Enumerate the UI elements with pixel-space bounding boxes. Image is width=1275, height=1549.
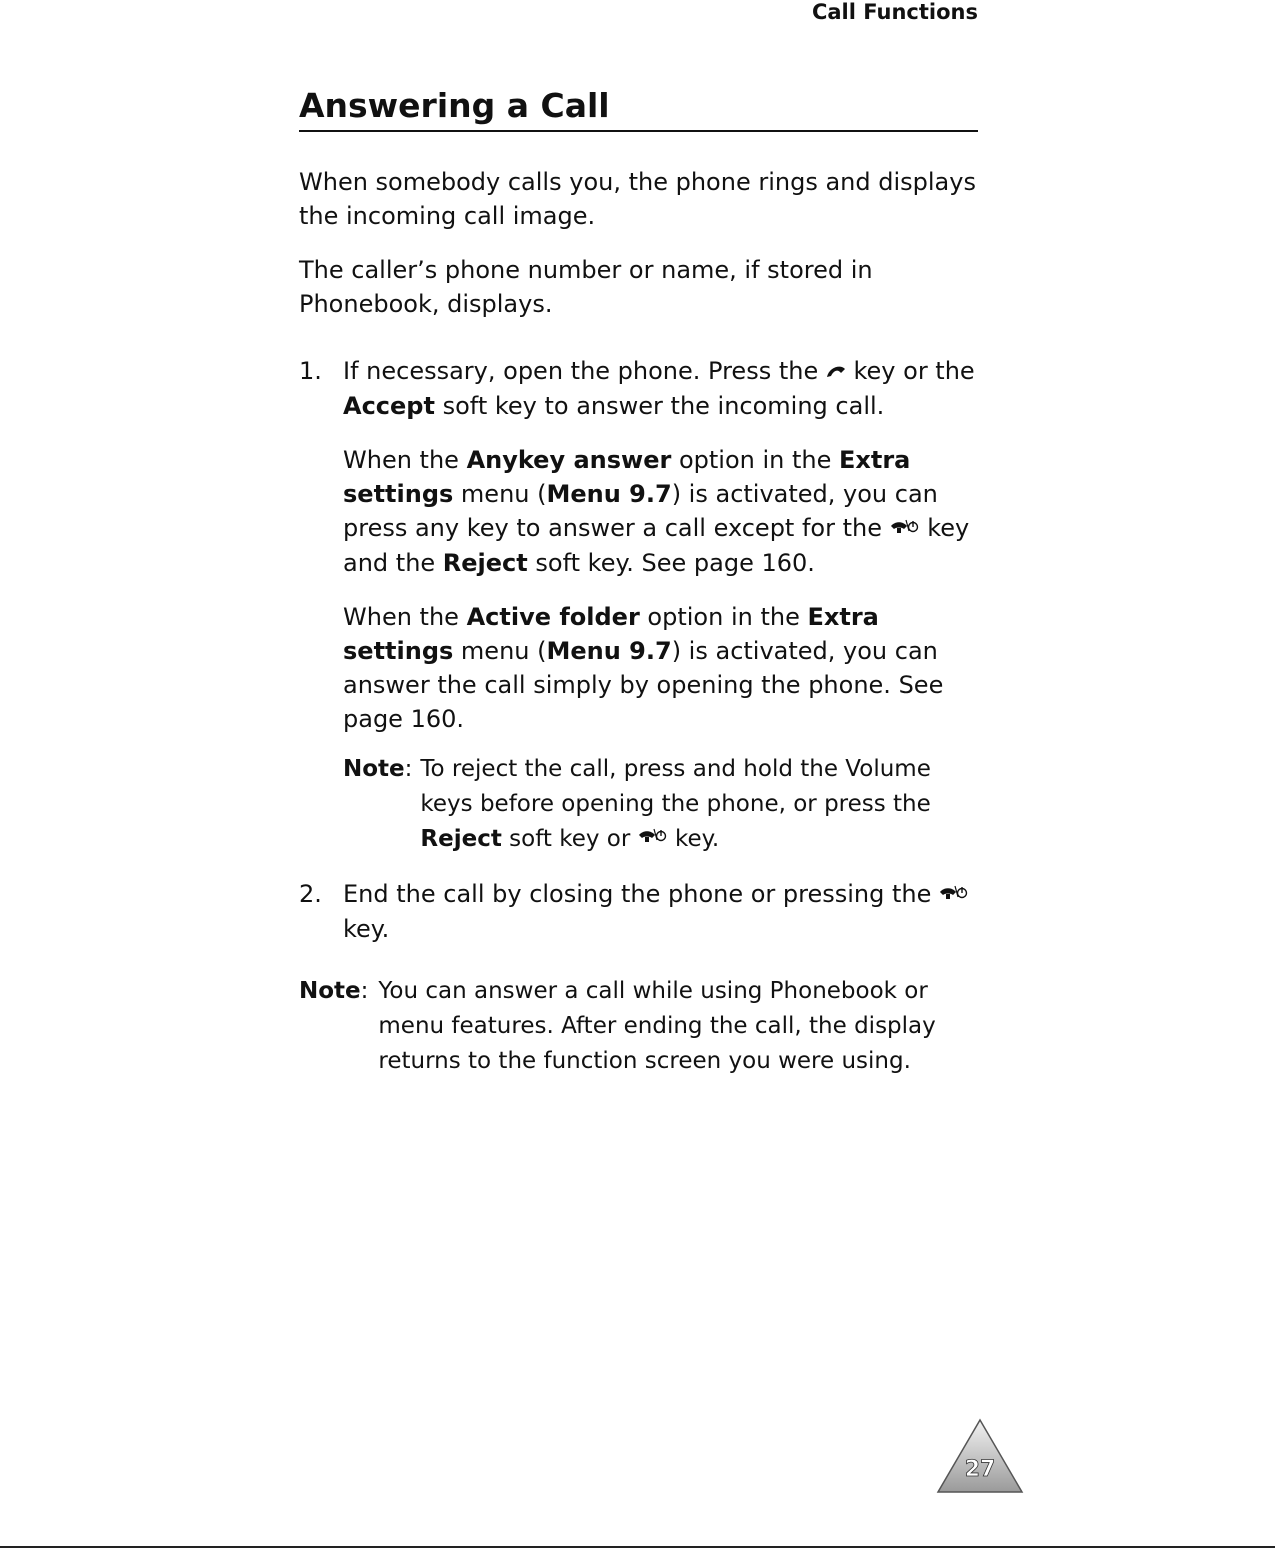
- end-power-key-icon: [638, 822, 668, 857]
- page-number-badge: [936, 1418, 1024, 1494]
- page-number: 27: [964, 1457, 996, 1482]
- step-2-text: End the call by closing the phone or pressing the key.: [343, 877, 979, 946]
- end-power-key-icon: [939, 878, 969, 912]
- step-number: 2.: [299, 880, 322, 908]
- active-folder-paragraph: When the Active folder option in the Extra settings menu (Menu 9.7) is activated, you can answer the call simply by opening the phone. See page 160.: [343, 603, 944, 733]
- step-body: [343, 877, 979, 946]
- anykey-answer-paragraph: When the Anykey answer option in the Extra settings menu (Menu 9.7) is activated, you can press any key to answer a call except for the key and the Reject soft key. See page 160.: [343, 446, 970, 577]
- note-text: You can answer a call while using Phonebook or menu features. After ending the call, the display returns to the function screen you were using.: [378, 978, 936, 1074]
- step-body: [343, 354, 979, 857]
- step-1: [299, 354, 979, 857]
- step-1-text: If necessary, open the phone. Press the key or the Accept soft key to answer the incoming call.: [343, 357, 975, 420]
- running-header: Call Functions: [811, 0, 978, 24]
- page-content: [299, 165, 979, 1079]
- note-label: Note:: [299, 978, 369, 1004]
- note-label: Note:: [343, 756, 413, 782]
- step-2: [299, 877, 979, 946]
- end-power-key-icon: [890, 512, 920, 546]
- intro-paragraph-1: When somebody calls you, the phone rings and displays the incoming call image.: [299, 168, 976, 230]
- note-text: To reject the call, press and hold the Volume keys before opening the phone, or press the Reject soft key or key.: [412, 752, 979, 857]
- page-title: Answering a Call: [299, 86, 610, 125]
- step-number: 1.: [299, 357, 322, 385]
- title-underline: [299, 130, 978, 132]
- bottom-rule: [0, 1546, 1275, 1548]
- steps-list: [299, 354, 979, 946]
- send-key-icon: [826, 355, 846, 389]
- intro-paragraph-2: The caller’s phone number or name, if stored in Phonebook, displays.: [299, 256, 873, 318]
- reject-call-note: [343, 752, 979, 857]
- phonebook-note: [299, 974, 979, 1079]
